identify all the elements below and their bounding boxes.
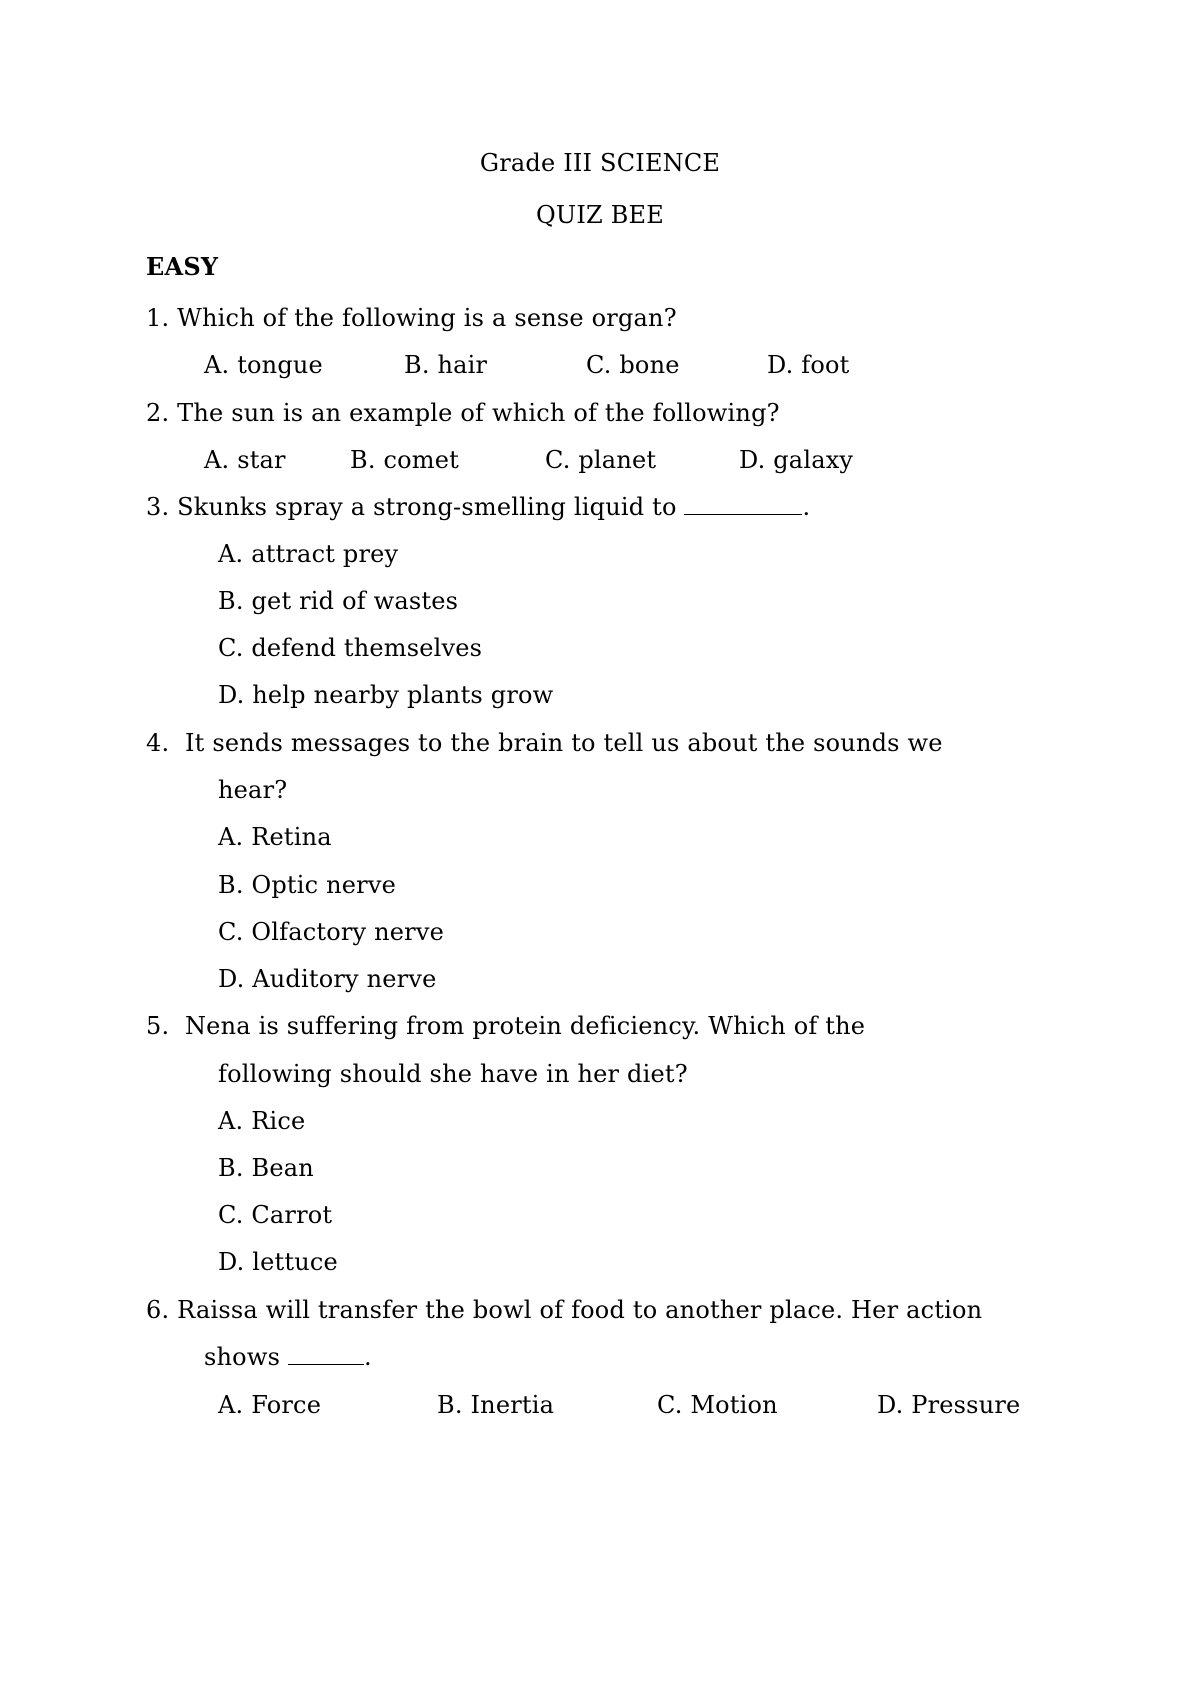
choice-c: C. bone (586, 351, 680, 379)
choice-a: A. Retina (218, 823, 332, 851)
choice-d: D. Auditory nerve (218, 965, 437, 993)
choice-a: A. tongue (204, 351, 323, 379)
question-number: 6. (146, 1296, 170, 1324)
question-text (146, 1010, 865, 1042)
question-end: . (802, 493, 811, 521)
question-number: 4. (146, 729, 170, 757)
answer-blank (288, 1344, 364, 1365)
question-number: 1. (146, 304, 170, 332)
choice-b: B. hair (404, 351, 488, 379)
choice-c: C. planet (545, 446, 657, 474)
question-prompt: The sun is an example of which of the following? (177, 399, 780, 427)
question-end: . (363, 1343, 372, 1371)
question-text (146, 727, 943, 759)
question-prompt-line-1: Raissa will transfer the bowl of food to another place. Her action (177, 1296, 983, 1324)
document-title: Grade III SCIENCE (479, 149, 721, 177)
choice-a: A. Force (218, 1391, 322, 1419)
choice-b: B. Optic nerve (218, 871, 397, 899)
choice-c: C. Motion (657, 1391, 778, 1419)
choice-b: B. get rid of wastes (218, 587, 459, 615)
section-heading: EASY (146, 252, 219, 281)
choice-d: D. lettuce (218, 1248, 338, 1276)
question-text (146, 397, 780, 429)
choice-c: C. Carrot (218, 1201, 333, 1229)
choice-d: D. Pressure (877, 1391, 1021, 1419)
choice-c: C. defend themselves (218, 634, 483, 662)
question-prompt-line-2: hear? (218, 776, 288, 804)
choice-a: A. attract prey (218, 540, 399, 568)
question-number: 2. (146, 399, 170, 427)
choice-d: D. help nearby plants grow (218, 681, 554, 709)
question-text (146, 302, 677, 334)
choice-c: C. Olfactory nerve (218, 918, 444, 946)
document-subtitle: QUIZ BEE (536, 201, 664, 229)
answer-blank (684, 494, 802, 515)
question-prompt: Skunks spray a strong-smelling liquid to (177, 493, 677, 521)
choice-b: B. Inertia (437, 1391, 555, 1419)
question-number: 3. (146, 493, 170, 521)
question-number: 5. (146, 1012, 170, 1040)
choice-a: A. star (204, 446, 286, 474)
choice-b: B. comet (350, 446, 459, 474)
choice-b: B. Bean (218, 1154, 314, 1182)
question-prompt-line-2: shows . (204, 1343, 372, 1371)
question-prompt-line-2: following should she have in her diet? (218, 1060, 688, 1088)
question-prompt: Which of the following is a sense organ? (177, 304, 677, 332)
choice-d: D. galaxy (739, 446, 854, 474)
question-text (146, 491, 810, 523)
question-text (146, 1294, 982, 1326)
question-prompt-line-1: Nena is suffering from protein deficiency. Which of the (184, 1012, 866, 1040)
choice-d: D. foot (767, 351, 850, 379)
choice-a: A. Rice (218, 1107, 306, 1135)
question-prompt-line-1: It sends messages to the brain to tell us about the sounds we (184, 729, 943, 757)
